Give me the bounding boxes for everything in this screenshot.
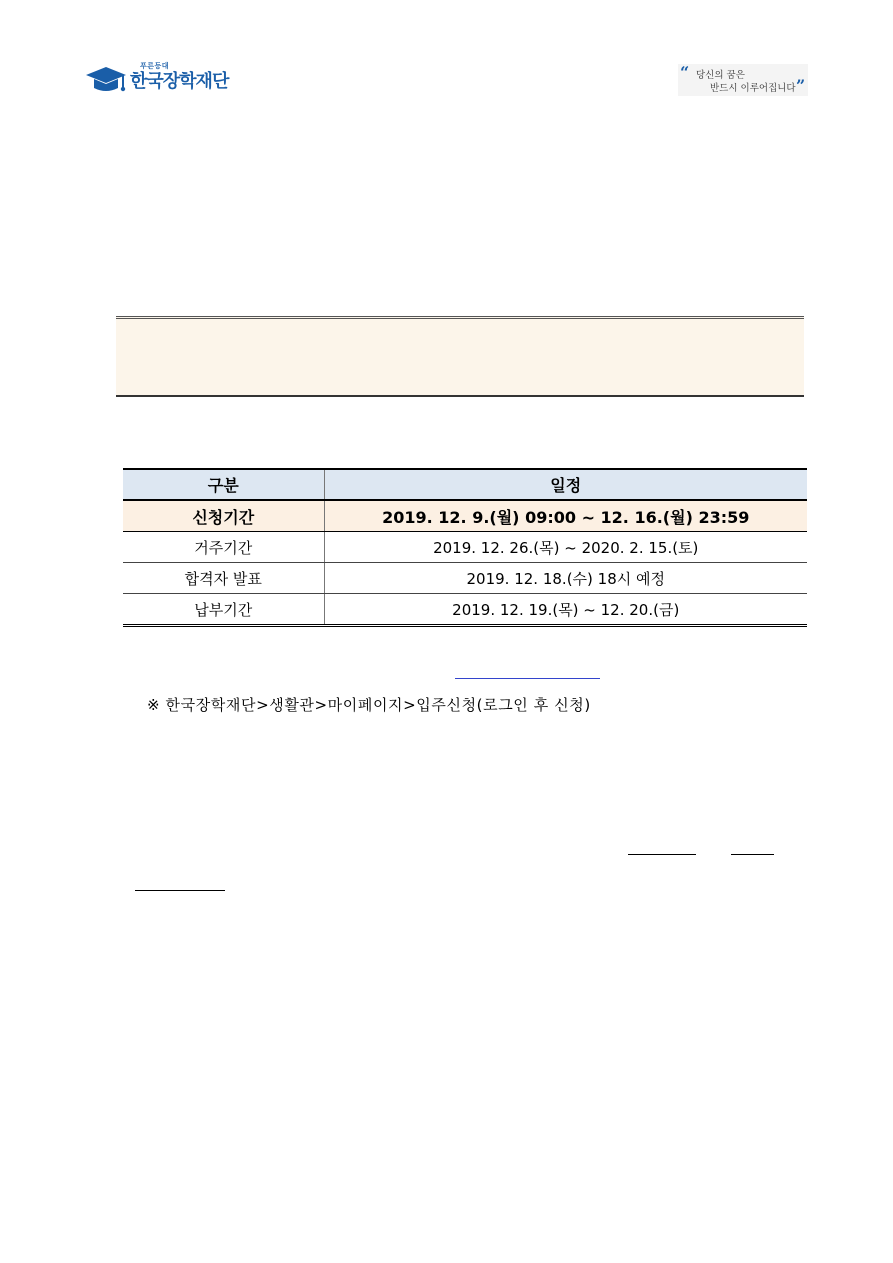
row-value: 2019. 12. 19.(목) ~ 12. 20.(금) bbox=[324, 594, 807, 626]
logo bbox=[84, 60, 228, 100]
slogan bbox=[678, 64, 808, 96]
row-value: 2019. 12. 18.(수) 18시 예정 bbox=[324, 563, 807, 594]
open-quote-icon: “ bbox=[680, 63, 690, 82]
schedule-table bbox=[123, 468, 807, 627]
row-label: 신청기간 bbox=[123, 500, 324, 532]
table-row bbox=[123, 563, 807, 594]
slogan-line-2: 반드시 이루어집니다 bbox=[710, 83, 796, 94]
row-label: 납부기간 bbox=[123, 594, 324, 626]
logo-title: 한국장학재단 bbox=[130, 71, 229, 92]
mortarboard-icon bbox=[84, 63, 128, 97]
table-row bbox=[123, 532, 807, 563]
table-row bbox=[123, 500, 807, 532]
close-quote-icon: ” bbox=[796, 76, 806, 95]
table-header-row bbox=[123, 469, 807, 500]
logo-tagline: 푸른등대 bbox=[140, 62, 170, 70]
underline-mark bbox=[731, 854, 774, 855]
row-label: 합격자 발표 bbox=[123, 563, 324, 594]
table-row bbox=[123, 594, 807, 626]
row-label: 거주기간 bbox=[123, 532, 324, 563]
row-value: 2019. 12. 26.(목) ~ 2020. 2. 15.(토) bbox=[324, 532, 807, 563]
header-schedule: 일정 bbox=[324, 469, 807, 500]
underline-mark bbox=[135, 890, 225, 891]
header-category: 구분 bbox=[123, 469, 324, 500]
underline-mark bbox=[628, 854, 696, 855]
row-value: 2019. 12. 9.(월) 09:00 ~ 12. 16.(월) 23:59 bbox=[324, 500, 807, 532]
slogan-line-1: 당신의 꿈은 bbox=[696, 70, 745, 81]
link-underline[interactable] bbox=[455, 678, 600, 679]
notice-box bbox=[116, 316, 804, 397]
application-path-note: ※ 한국장학재단>생활관>마이페이지>입주신청(로그인 후 신청) bbox=[147, 696, 591, 714]
